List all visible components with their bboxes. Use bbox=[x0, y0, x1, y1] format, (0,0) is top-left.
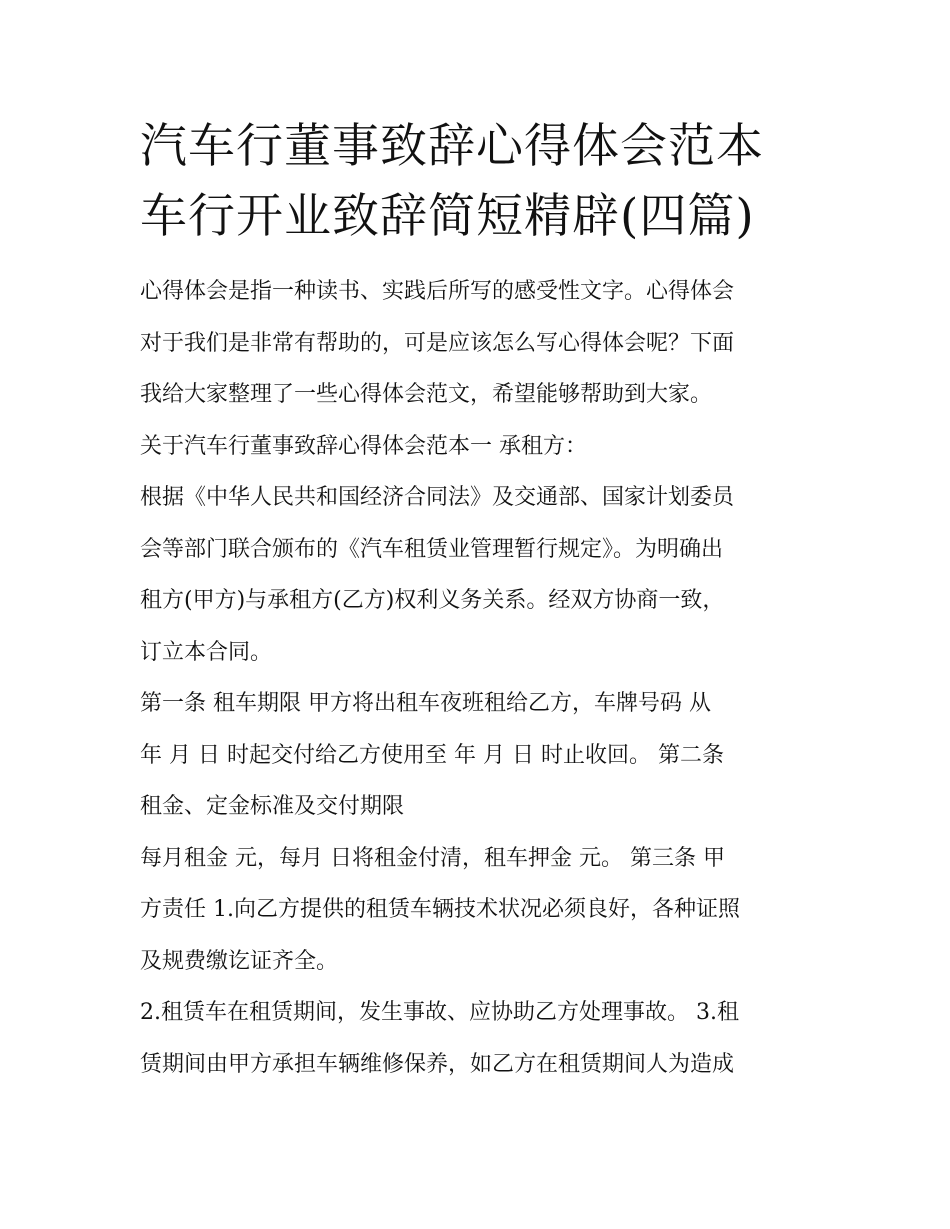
text-line: 2.租赁车在租赁期间，发生事故、应协助乙方处理事故。 3.租 bbox=[140, 1000, 739, 1025]
text-line: 会等部门联合颁布的《汽车租赁业管理暂行规定》。为明确出 bbox=[140, 536, 724, 562]
paragraph-intro bbox=[140, 266, 812, 421]
document-body bbox=[140, 266, 812, 1090]
text-line: 年 月 日 时起交付给乙方使用至 年 月 日 时止收回。 第二条 bbox=[140, 742, 724, 768]
text-line: 赁期间由甲方承担车辆维修保养，如乙方在租赁期间人为造成 bbox=[140, 1051, 735, 1077]
document-page bbox=[140, 112, 812, 1090]
text-line: 及规费缴讫证齐全。 bbox=[140, 948, 339, 974]
document-title bbox=[140, 112, 812, 252]
text-line: 对于我们是非常有帮助的，可是应该怎么写心得体会呢？下面 bbox=[140, 330, 735, 356]
paragraph-section-heading bbox=[140, 421, 812, 473]
text-line: 我给大家整理了一些心得体会范文，希望能够帮助到大家。 bbox=[140, 382, 713, 407]
title-line: 车行开业致辞简短精辟(四篇) bbox=[140, 189, 755, 244]
title-line: 汽车行董事致辞心得体会范本 bbox=[140, 119, 764, 174]
text-line: 心得体会是指一种读书、实践后所写的感受性文字。心得体会 bbox=[140, 279, 735, 304]
text-line: 每月租金 元，每月 日将租金付清，租车押金 元。 第三条 甲 bbox=[140, 845, 725, 871]
text-line: 租金、定金标准及交付期限 bbox=[140, 794, 405, 819]
text-line: 租方(甲方)与承租方(乙方)权利义务关系。经双方协商一致， bbox=[140, 588, 725, 613]
text-line: 关于汽车行董事致辞心得体会范本一 承租方： bbox=[140, 433, 587, 459]
paragraph-legal-basis bbox=[140, 472, 812, 678]
text-line: 订立本合同。 bbox=[140, 639, 273, 665]
paragraph-article-1 bbox=[140, 678, 812, 833]
paragraph-rent bbox=[140, 833, 812, 988]
paragraph-responsibilities bbox=[140, 987, 812, 1090]
text-line: 根据《中华人民共和国经济合同法》及交通部、国家计划委员 bbox=[140, 485, 735, 510]
text-line: 方责任 1.向乙方提供的租赁车辆技术状况必须良好，各种证照 bbox=[140, 897, 740, 922]
text-line: 第一条 租车期限 甲方将出租车夜班租给乙方，车牌号码 从 bbox=[140, 691, 711, 716]
